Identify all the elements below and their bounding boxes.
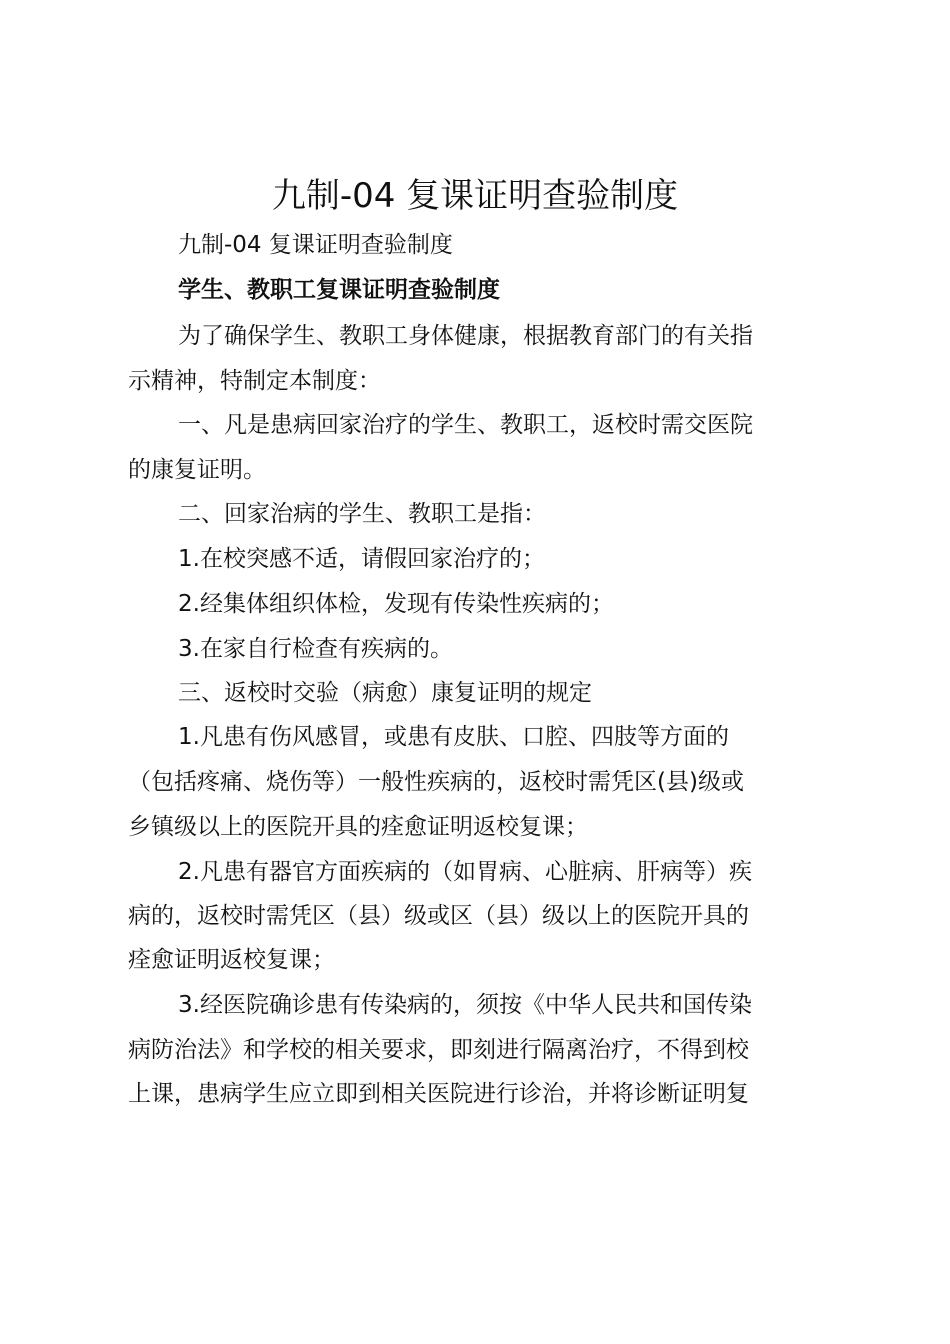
section-heading: 学生、教职工复课证明查验制度 [178, 277, 500, 303]
paragraph-line: 乡镇级以上的医院开具的痊愈证明返校复课； [128, 814, 588, 840]
paragraph-line: 病防治法》和学校的相关要求，即刻进行隔离治疗，不得到校 [128, 1037, 749, 1063]
paragraph-line: 痊愈证明返校复课； [128, 947, 335, 973]
paragraph-line: 一、凡是患病回家治疗的学生、教职工，返校时需交医院 [178, 412, 753, 438]
paragraph-line: 病的，返校时需凭区（县）级或区（县）级以上的医院开具的 [128, 903, 749, 929]
document-title: 九制-04 复课证明查验制度 [271, 176, 679, 216]
subtitle-line: 九制-04 复课证明查验制度 [178, 232, 453, 258]
paragraph-line: 1.凡患有伤风感冒，或患有皮肤、口腔、四肢等方面的 [178, 724, 729, 750]
paragraph-line: （包括疼痛、烧伤等）一般性疾病的，返校时需凭区(县)级或 [128, 769, 744, 795]
paragraph-line: 2.凡患有器官方面疾病的（如胃病、心脏病、肝病等）疾 [178, 859, 752, 885]
paragraph-line: 的康复证明。 [128, 457, 266, 483]
paragraph-line: 示精神，特制定本制度： [128, 368, 381, 394]
paragraph-line: 三、返校时交验（病愈）康复证明的规定 [178, 680, 592, 706]
list-item: 1.在校突感不适，请假回家治疗的； [178, 546, 545, 572]
list-item: 3.在家自行检查有疾病的。 [178, 636, 453, 662]
paragraph-line: 二、回家治病的学生、教职工是指： [178, 501, 546, 527]
paragraph-line: 3.经医院确诊患有传染病的，须按《中华人民共和国传染 [178, 992, 752, 1018]
paragraph-line: 为了确保学生、教职工身体健康，根据教育部门的有关指 [178, 323, 753, 349]
paragraph-line: 上课，患病学生应立即到相关医院进行诊治，并将诊断证明复 [128, 1081, 749, 1107]
list-item: 2.经集体组织体检，发现有传染性疾病的； [178, 591, 614, 617]
